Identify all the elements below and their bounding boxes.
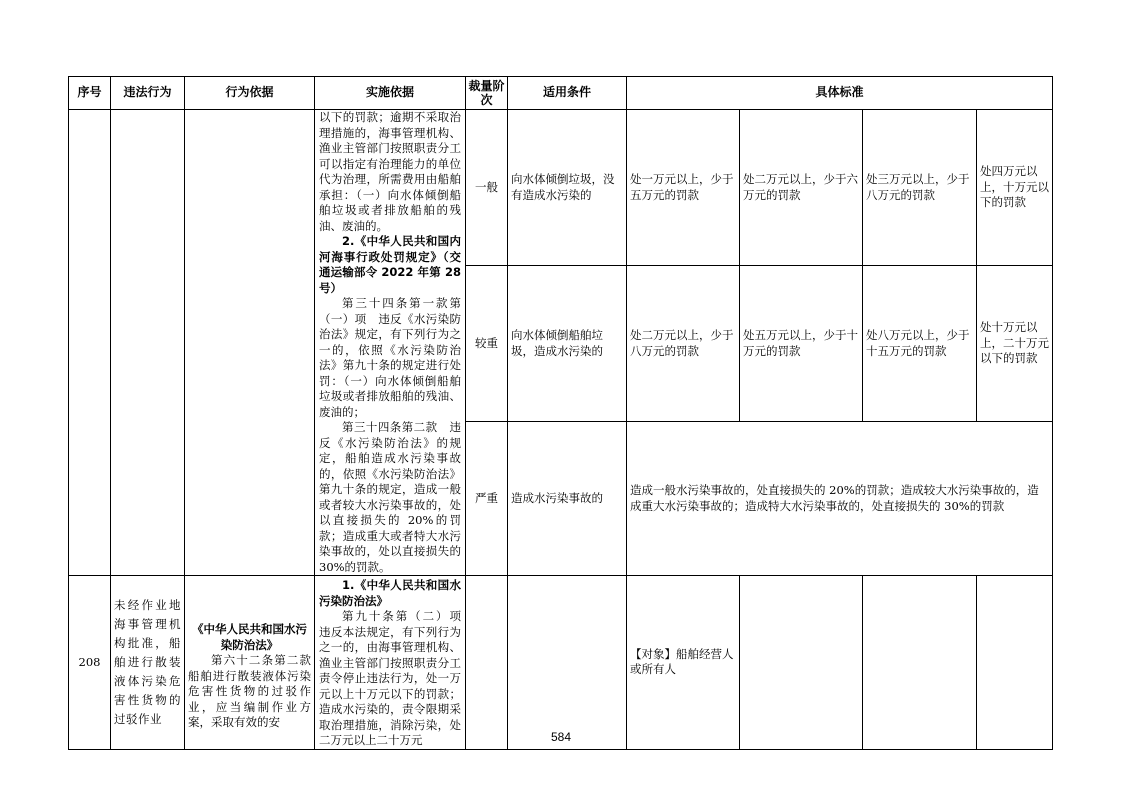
impl-paragraph: 以下的罚款；逾期不采取治理措施的，海事管理机构、渔业主管部门按照职责分工可以指定有治理能力的单位代为治理，所需费用由船舶承担：（一）向水体倾倒船舶垃圾或者排放船舶的残油、废油的。 — [319, 110, 461, 233]
level-cell-empty — [466, 576, 508, 750]
condition-cell-empty — [508, 576, 627, 750]
level-cell: 较重 — [466, 266, 508, 422]
condition-cell: 向水体倾倒船舶垃圾，造成水污染的 — [508, 266, 627, 422]
basis-cell-empty — [185, 110, 315, 576]
level-cell: 严重 — [466, 422, 508, 576]
table-row — [69, 110, 1053, 266]
impl-paragraph: 第三十四条第一款第（一）项 违反《水污染防治法》规定，有下列行为之一的，依照《水污染防治法》第九十条的规定进行处罚：（一）向水体倾倒船舶垃圾或者排放船舶的残油、废油的； — [319, 296, 461, 419]
impl-regulation-title: 2.《中华人民共和国内河海事行政处罚规定》（交通运输部令 2022 年第 28 号） — [319, 234, 461, 295]
header-level: 裁量阶次 — [466, 77, 508, 110]
impl-cell — [315, 110, 466, 576]
seq-cell: 208 — [69, 576, 111, 750]
header-standard: 具体标准 — [627, 77, 1053, 110]
standard-cell: 处八万元以上，少于十五万元的罚款 — [863, 266, 977, 422]
header-impl: 实施依据 — [315, 77, 466, 110]
standard-cell-empty — [863, 576, 977, 750]
violation-cell-empty — [111, 110, 185, 576]
basis-text: 第六十二条第二款 船舶进行散装液体污染危害性货物的过驳作业，应当编制作业方案，采取有效的安 — [188, 653, 323, 729]
level-cell: 一般 — [466, 110, 508, 266]
header-violation: 违法行为 — [111, 77, 185, 110]
condition-cell: 向水体倾倒垃圾，没有造成水污染的 — [508, 110, 627, 266]
header-row — [69, 77, 1053, 110]
standard-cell: 处五万元以上，少于十万元的罚款 — [740, 266, 863, 422]
page-number: 584 — [550, 730, 572, 744]
standard-cell: 处三万元以上，少于八万元的罚款 — [863, 110, 977, 266]
table-row — [69, 576, 1053, 750]
standard-cell: 处十万元以上，二十万元以下的罚款 — [977, 266, 1053, 422]
target-cell: 【对象】船舶经营人或所有人 — [627, 576, 740, 750]
header-condition: 适用条件 — [508, 77, 627, 110]
penalty-standard-table — [68, 76, 1053, 750]
impl-law-title: 1.《中华人民共和国水污染防治法》 — [319, 578, 461, 608]
basis-cell — [185, 576, 323, 750]
violation-cell: 未经作业地海事管理机构批准，船舶进行散装液体污染危害性货物的过驳作业 — [111, 576, 185, 750]
impl-paragraph: 第三十四条第二款 违反《水污染防治法》的规定，船舶造成水污染事故的，依照《水污染防治法》第九十条的规定，造成一般或者较大水污染事故的，处以直接损失的 20%的罚款；造成重大或者特大水污染事故的，处以直接损失的 30%的罚款。 — [319, 420, 461, 574]
standard-cell: 处一万元以上，少于五万元的罚款 — [627, 110, 740, 266]
standard-cell: 处二万元以上，少于六万元的罚款 — [740, 110, 863, 266]
header-basis: 行为依据 — [185, 77, 315, 110]
seq-cell-empty — [69, 110, 111, 576]
standard-cell-empty — [740, 576, 863, 750]
standard-cell-merged: 造成一般水污染事故的，处直接损失的 20%的罚款；造成较大水污染事故的，造成重大水污染事故的；造成特大水污染事故的，处直接损失的 30%的罚款 — [627, 422, 1053, 576]
basis-title: 《中华人民共和国水污染防治法》 — [192, 622, 307, 652]
condition-cell: 造成水污染事故的 — [508, 422, 627, 576]
impl-cell — [315, 576, 473, 750]
standard-cell: 处四万元以上，十万元以下的罚款 — [977, 110, 1053, 266]
standard-cell-empty — [977, 576, 1053, 750]
header-seq: 序号 — [69, 77, 111, 110]
impl-paragraph: 第九十条第（二）项 违反本法规定，有下列行为之一的，由海事管理机构、渔业主管部门按照职责分工责令停止违法行为，处一万元以上十万元以下的罚款；造成水污染的，责令限期采取治理措施，消除污染，处二万元以上二十万元 — [319, 609, 473, 747]
standard-cell: 处二万元以上，少于八万元的罚款 — [627, 266, 740, 422]
